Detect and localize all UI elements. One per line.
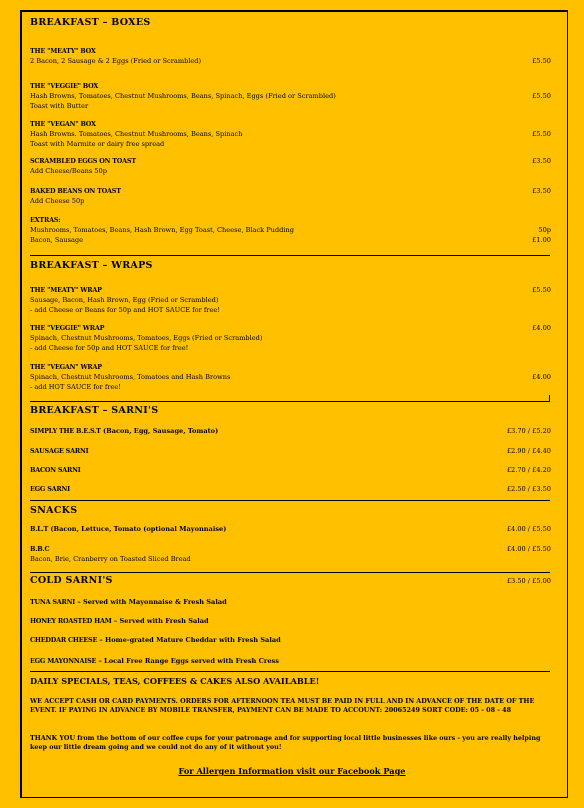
item-price-simply-the-best: £3.70 / £5.20 [506,427,551,435]
item-desc-vegan-box: Hash Browns. Tomatoes, Chestnut Mushrooms, Beans, Spinach [30,130,243,138]
item-price-veggie-box: £5.50 [532,92,551,100]
section-title-snacks: SNACKS [30,505,78,516]
item-desc2-meaty-wrap: - add Cheese or Beans for 50p and HOT SAUCE for free! [30,306,220,314]
item-price-bacon-sarni: £2.70 / £4.20 [506,466,551,474]
item-desc-meaty-wrap: Sausage, Bacon, Hash Brown, Egg (Fried or Scrambled) [30,296,219,304]
item-desc-baked-beans: Add Cheese 50p [30,197,85,205]
item-price-vegan-box: £5.50 [532,130,551,138]
item-desc-meaty-box: 2 Bacon, 2 Sausage & 2 Eggs (Fried or Scrambled) [30,57,202,65]
item-price-egg-sarni: £2.50 / £3.50 [506,485,551,493]
item-desc-veggie-wrap: Spinach, Chestnut Mushrooms, Tomatoes, Eggs (Fried or Scrambled) [30,334,263,342]
item-name-vegan-box: THE "VEGAN" BOX [30,120,96,128]
item-desc-extras: Mushrooms, Tomatoes, Beans, Hash Brown, Egg Toast, Cheese, Black Pudding [30,226,294,234]
section-title-sarnis: BREAKFAST – SARNI'S [30,405,159,416]
item-price-blt: £4.00 / £5.50 [506,525,551,533]
item-name-extras: EXTRAS: [30,216,61,224]
item-desc2-vegan-wrap: - add HOT SAUCE for free! [30,383,121,391]
item-name-veggie-wrap: THE "VEGGIE" WRAP [30,324,105,332]
item-name-bacon-sarni: BACON SARNI [30,466,81,474]
item-cheddar [30,636,281,644]
item-name-vegan-wrap: THE "VEGAN" WRAP [30,363,102,371]
item-name-simply-the-best: SIMPLY THE B.E.S.T [30,427,101,435]
item-price-sausage-sarni: £2.90 / £4.40 [506,447,551,455]
item-price-baked-beans: £3.50 [532,187,551,195]
item-simply-the-best [30,427,218,435]
item-name-bbc: B.B.C [30,545,50,553]
divider [30,500,550,501]
item-tuna-sarni [30,598,227,606]
item-desc-tuna-sarni: – Served with Mayonnaise & Fresh Salad [75,598,227,606]
item-desc-simply-the-best: (Bacon, Egg, Sausage, Tomato) [100,427,219,435]
item-price-meaty-box: £5.50 [532,57,551,65]
item-name-cheddar: CHEDDAR CHEESE [30,636,98,644]
thank-you-notice: THANK YOU from the bottom of our coffee cups for your patronage and for supporting local little businesses like ours - you are really helping keep our little dream going and we could not do any of it without you! [30,734,541,751]
specials-notice: DAILY SPECIALS, TEAS, COFFEES & CAKES ALSO AVAILABLE! [30,676,320,686]
item-name-blt: B.L.T [30,525,49,533]
divider [30,255,550,256]
item-price-bbc: £4.00 / £5.50 [506,545,551,553]
item-price-extras: 50p [538,226,551,234]
item-name-meaty-wrap: THE "MEATY" WRAP [30,286,102,294]
section-title-cold-sarnis: COLD SARNI'S [30,575,113,586]
item-desc-blt: (Bacon, Lettuce, Tomato (optional Mayonnaise) [48,525,227,533]
item-desc2-veggie-box: Toast with Butter [30,102,89,110]
divider [30,671,550,672]
item-name-egg-mayo: EGG MAYONNAISE [30,657,97,665]
item-price-scrambled-eggs: £3.50 [532,157,551,165]
item-desc2-veggie-wrap: - add Cheese for 50p and HOT SAUCE for free! [30,344,189,352]
item-desc-vegan-wrap: Spinach, Chestnut Mushrooms, Tomatoes and Hash Browns [30,373,231,381]
divider [30,572,550,573]
item-name-scrambled-eggs: SCRAMBLED EGGS ON TOAST [30,157,136,165]
allergen-link[interactable]: For Allergen Information visit our Facebook Page [178,766,406,776]
item-desc-honey-ham: – Served with Fresh Salad [111,617,209,625]
item-name-sausage-sarni: SAUSAGE SARNI [30,447,89,455]
payment-notice: WE ACCEPT CASH OR CARD PAYMENTS. ORDERS FOR AFTERNOON TEA MUST BE PAID IN FULL AND IN ADVANCE OF THE DATE OF THE EVENT. IF PAYING IN ADVANCE BY MOBILE TRANSFER, PAYMENT CAN BE MADE TO ACCOUNT: 20065249 SORT CODE: 05 - 08 - 48 [30,697,535,714]
divider [30,401,550,402]
item-desc-scrambled-eggs: Add Cheese/Beans 50p [30,167,107,175]
item-desc-bbc: Bacon, Brie, Cranberry on Toasted Sliced Bread [30,555,191,563]
item-desc2-extras: Bacon, Sausage [30,236,84,244]
item-honey-ham [30,617,209,625]
item-desc-cheddar: – Home-grated Mature Cheddar with Fresh Salad [97,636,281,644]
section-title-wraps: BREAKFAST – WRAPS [30,260,153,271]
section-title-boxes: BREAKFAST – BOXES [30,17,151,28]
item-blt [30,525,226,533]
item-name-meaty-box: THE "MEATY" BOX [30,47,96,55]
item-desc-egg-mayo: – Local Free Range Eggs served with Fresh Cress [96,657,279,665]
item-name-baked-beans: BAKED BEANS ON TOAST [30,187,121,195]
item-price-veggie-wrap: £4.00 [532,324,551,332]
item-name-veggie-box: THE "VEGGIE" BOX [30,82,99,90]
item-price2-extras: £1.00 [532,236,551,244]
cold-sarnis-price: £3.50 / £5.00 [506,577,551,585]
item-egg-mayo [30,657,279,665]
item-name-egg-sarni: EGG SARNI [30,485,70,493]
item-name-honey-ham: HONEY ROASTED HAM [30,617,112,625]
item-price-meaty-wrap: £5.50 [532,286,551,294]
item-name-tuna-sarni: TUNA SARNI [30,598,76,606]
item-desc-veggie-box: Hash Browns, Tomatoes, Chestnut Mushrooms, Beans, Spinach, Eggs (Fried or Scrambled) [30,92,336,100]
item-price-vegan-wrap: £4.00 [532,373,551,381]
item-desc2-vegan-box: Toast with Marmite or dairy free spread [30,140,165,148]
